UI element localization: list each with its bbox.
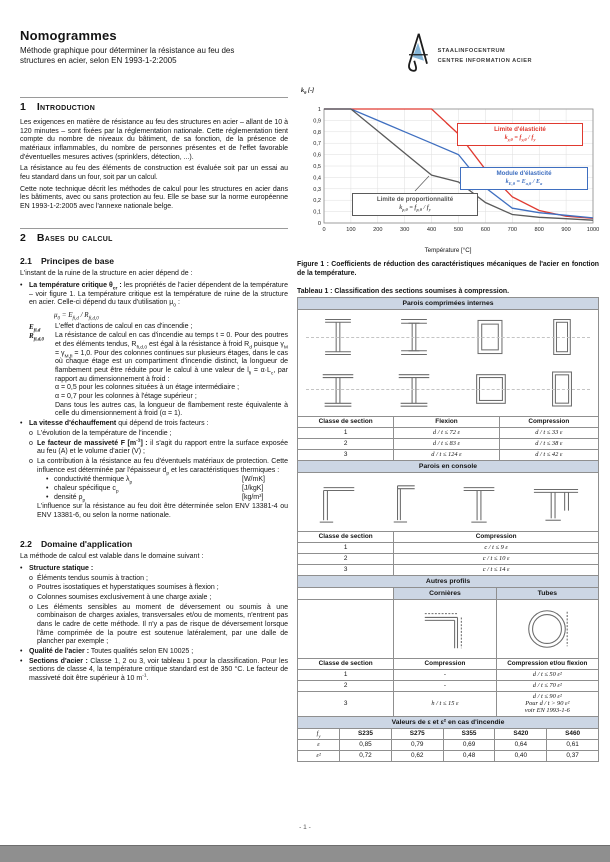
table-band-header: Autres profils [298, 575, 599, 587]
sub-bullet-columns [20, 594, 288, 603]
limit-cell: d / t ≤ 38 ε [499, 438, 598, 449]
legend-formula: $k_{y,\theta} = f_{y,\theta} / f_y$ [504, 134, 536, 143]
profile-drawings-row-1 [300, 313, 596, 361]
steel-grade-cell: S235 [340, 728, 392, 739]
limit-cell: d / t ≤ 42 ε [499, 449, 598, 460]
table-row [298, 669, 599, 680]
table-1-caption: Tableau 1 : Classification des sections soumises à compression. [297, 287, 510, 295]
definition-closing: Dans tous les autres cas, la longueur de flambement reste équivalente à celle du dimensionnement à froid (α = 1). [55, 401, 288, 418]
page-title: Nomogrammes [20, 28, 117, 43]
bullet-marker: • [20, 657, 23, 665]
tube-drawing [499, 604, 596, 654]
svg-text:0,1: 0,1 [313, 209, 321, 216]
bullet-marker: • [20, 647, 23, 655]
legend-proportional-limit [352, 193, 478, 216]
intro-paragraph-1: Les exigences en matière de résistance au feu des structures en acier – allant de 10 à 120 minutes – sont fixées par la réglementation nationale. Cette réglementation tient compte du nombre de niveaux du bâtiment, de sa fonction, de la présence de matériaux inflammables, du nombre de personnes présentes et de l'effet favorable d'éventuelles mesures actives (sprinklers, détection, ...). [20, 119, 288, 161]
class-cell: 1 [298, 669, 394, 680]
column-header: Flexion [394, 416, 499, 427]
section-2-2-number: 2.2 [20, 538, 32, 549]
sub-bullet-protection [20, 458, 288, 475]
left-column [20, 81, 288, 685]
page-subtitle: Méthode graphique pour déterminer la résistance au feu des structures en acier, selon EN 1993-1-2:2005 [20, 46, 235, 66]
limit-cell: d / t ≤ 90 ε² Pour d / t > 90 ε² voir EN 1993-1-6 [496, 691, 598, 716]
column-header: Compression et/ou flexion [496, 658, 598, 669]
sub-bullet-lateral-torsional [20, 604, 288, 647]
definition-text: La résistance de calcul en cas d'incendie au temps t = 0. Pour des poutres et des éléments tendus, $R_{fi,d,0}$ est égal à la résistance à froid $R_d$ puisque $\gamma_M = \gamma_{M,fi} = 1,0$. Pour des colonnes continues sur plusieurs étages, dans le cas où chaque étage est un compartiment d'incendie distinct, la longueur de flambement peut être réduite pour le calcul à une valeur de $l_{fi} = \alpha\cdot L_c$, par rapport au dimensionnement à froid : [55, 332, 289, 383]
property-density [20, 494, 288, 503]
definition-term: $R_{fi,d,0}$ [29, 332, 44, 343]
outstand-tee-icon [456, 478, 502, 526]
alpha-case-1: α = 0,5 pour les colonnes situées à un étage intermédiaire ; [55, 384, 240, 392]
angle-drawing [396, 604, 493, 654]
svg-text:100: 100 [346, 227, 356, 233]
alpha-case-2: α = 0,7 pour les colonnes à l'étage supérieur ; [55, 393, 197, 401]
table-row [298, 449, 599, 460]
steel-grade-cell: S460 [547, 728, 599, 739]
sub-bullet-text: Colonnes soumises exclusivement à une charge axiale ; [37, 593, 212, 601]
definition-rfid0 [20, 332, 288, 419]
column-header: Compression [394, 658, 496, 669]
table-row [298, 750, 599, 761]
row-label: ε [298, 739, 340, 750]
column-header: Compression [499, 416, 598, 427]
svg-text:0,2: 0,2 [313, 198, 321, 205]
property-conductivity [20, 476, 288, 485]
column-header: Classe de section [298, 531, 394, 542]
tube-profile-icon [522, 604, 572, 654]
svg-text:800: 800 [534, 227, 544, 233]
column-header: Classe de section [298, 658, 394, 669]
value-cell: 0,37 [547, 750, 599, 761]
bullet-heating-rate [20, 420, 288, 429]
table-epsilon-values [297, 716, 599, 762]
bullet-marker: o [29, 457, 33, 465]
limit-cell: d / t ≤ 83 ε [394, 438, 499, 449]
table-row [298, 564, 599, 575]
limit-cell: d / t ≤ 33 ε [499, 427, 598, 438]
bullet-marker: o [29, 584, 33, 592]
property-unit: [W/mK] [242, 476, 265, 484]
svg-text:200: 200 [373, 227, 383, 233]
bullet-static-structure [20, 565, 288, 574]
bullet-marker: o [29, 593, 33, 601]
svg-text:0: 0 [317, 221, 321, 227]
neutral-axis-line [306, 337, 590, 338]
chart-y-axis-label: $k_\theta$ [-] [301, 87, 315, 96]
bullet-marker: • [46, 493, 49, 501]
limit-cell: d / t ≤ 72 ε [394, 427, 499, 438]
sub-bullet-text: il s'agit du rapport entre la surface exposée au feu (A) et le volume d'acier (V) ; [37, 439, 288, 456]
class-cell: 3 [298, 449, 394, 460]
svg-text:300: 300 [400, 227, 410, 233]
svg-text:0,7: 0,7 [313, 141, 321, 148]
bullet-steel-quality [20, 648, 288, 657]
bullet-lead: Sections d'acier : [29, 657, 88, 665]
organization-logo [403, 32, 532, 81]
s21-intro: L'instant de la ruine de la structure en acier dépend de : [20, 270, 193, 278]
figure-1-chart [297, 87, 599, 254]
right-column [297, 81, 599, 762]
table-band-header: Parois comprimées internes [298, 297, 599, 309]
svg-text:0,8: 0,8 [313, 129, 321, 136]
svg-text:0: 0 [322, 227, 326, 233]
legend-name: Limite de proportionnalité [376, 196, 454, 203]
legend-formula: $k_{E,\theta} = E_{a,\theta} / E_a$ [505, 178, 543, 187]
outstand-double-tee-icon [530, 478, 582, 526]
limit-cell: c / t ≤ 14 ε [394, 564, 599, 575]
limit-cell: c / t ≤ 9 ε [394, 542, 599, 553]
definition-term: $E_{fi,d}$ [29, 322, 41, 334]
sub-bullet-text: Éléments tendus soumis à traction ; [37, 574, 148, 582]
bullet-text: les propriétés de l'acier dépendent de la température – voir figure 1. La température critique est la température de ruine de la structure en acier. Celle-ci dépend du taux d'utilisation $\mu_0$ : [29, 282, 288, 309]
section-2-title: Bases du calcul [36, 231, 113, 244]
chart-x-axis-label: Température [°C] [424, 247, 472, 254]
legend-name: Module d'élasticité [496, 170, 552, 177]
legend-elastic-modulus [460, 167, 588, 190]
definition-efid [20, 323, 288, 332]
table-row [298, 728, 599, 739]
svg-text:500: 500 [453, 227, 464, 233]
steel-info-centre-logo-icon [403, 32, 433, 81]
class-cell: 3 [298, 691, 394, 716]
bullet-text: Classe 1, 2 ou 3, voir tableau 1 pour la classification. Pour les sections de classe 4, la température critique standard est de 350 °C. Le facteur de massiveté doit être supérieur à 10 $m^{-1}$. [29, 657, 288, 682]
outstand-half-flange-icon [314, 478, 360, 526]
bullet-text: qui dépend de trois facteurs : [116, 420, 209, 428]
intro-paragraph-2: La résistance au feu des éléments de construction est évaluée soit par un essai au feu standard dans un four, soit par un calcul. [20, 165, 288, 182]
section-2-heading [20, 228, 288, 245]
section-2-1-heading [20, 256, 288, 267]
bullet-marker: o [29, 429, 33, 437]
value-cell: 0,40 [495, 750, 547, 761]
svg-text:0,3: 0,3 [313, 186, 321, 193]
value-cell: 0,79 [391, 739, 443, 750]
legend-formula: $k_{p,\theta} = f_{p,\theta} / f_y$ [399, 204, 431, 213]
logo-line1: STAALINFOCENTRUM [437, 48, 506, 54]
logo-text [438, 47, 532, 66]
bullet-marker: o [29, 439, 33, 447]
svg-text:700: 700 [507, 227, 517, 233]
neutral-axis-line [306, 389, 590, 390]
property-label: chaleur spécifique $c_p$ [54, 484, 119, 495]
bullet-marker: • [20, 564, 23, 572]
logo-line2: CENTRE INFORMATION ACIER [437, 57, 532, 64]
property-label: densité $\rho_p$ [54, 493, 86, 503]
section-1-title: Introduction [36, 101, 96, 113]
utilisation-factor-formula: $\mu_0 = E_{fi,d} / R_{fi,d,0}$ [54, 311, 99, 322]
class-cell: 2 [298, 553, 394, 564]
value-cell: 0,61 [547, 739, 599, 750]
angle-profile-icon [419, 604, 471, 654]
steel-grade-cell: S275 [391, 728, 443, 739]
sub-bullet-tension [20, 575, 288, 584]
bullet-text: Toutes qualités selon EN 10025 ; [89, 647, 194, 655]
section-2-2-title: Domaine d'application [40, 538, 133, 549]
svg-text:1: 1 [317, 107, 321, 113]
steel-grade-cell: S420 [495, 728, 547, 739]
value-cell: 0,48 [443, 750, 495, 761]
class-cell: 1 [298, 542, 394, 553]
table-row [298, 739, 599, 750]
table-row [298, 427, 599, 438]
profile-drawings-row-2 [300, 365, 596, 413]
column-header: Cornières [394, 587, 496, 599]
section-2-1-number: 2.1 [20, 255, 32, 266]
limit-cell: - [394, 669, 496, 680]
limit-cell: h / t ≤ 15 ε [394, 691, 496, 716]
steel-grade-cell: S355 [443, 728, 495, 739]
sub-bullet-text: L'évolution de la température de l'incendie ; [37, 429, 172, 437]
outstand-drawings-row [300, 476, 596, 528]
legend-yield-strength [457, 123, 583, 146]
svg-text:600: 600 [480, 227, 491, 233]
value-cell: 0,69 [443, 739, 495, 750]
column-header: Classe de section [298, 416, 394, 427]
limit-cell: c / t ≤ 10 ε [394, 553, 599, 564]
title-block [20, 28, 268, 67]
bullet-marker: • [46, 476, 49, 484]
bullet-marker: • [20, 282, 23, 290]
intro-paragraph-3: Cette note technique décrit les méthodes de calcul pour les structures en acier dans les bâtiments, avec ou sans protection au feu. Elle se base sur la norme européenne EN 1993-1-2:2005 avec l'annexe nationale belge. [20, 185, 288, 211]
sub-bullet-text: Les éléments sensibles au moment de déversement ou soumis à une combinaison de charges axiales, transversales et/ou de moments, n'entrent pas dans le cadre de cette méthode. Il n'y a pas de risque de déversement lorsque l'âme comprimée de la poutre est soutenue latéralement, par une dalle de plancher par exemple ; [37, 603, 288, 646]
bullet-marker: o [29, 603, 33, 611]
table-band-header: Parois en console [298, 460, 599, 472]
limit-cell: - [394, 680, 496, 691]
svg-text:400: 400 [426, 227, 437, 233]
svg-text:0,9: 0,9 [313, 118, 321, 125]
property-specific-heat [20, 485, 288, 494]
column-header: Tubes [496, 587, 598, 599]
row-label: ε² [298, 750, 340, 761]
bullet-critical-temperature [20, 282, 288, 308]
table-row [298, 691, 599, 716]
value-cell: 0,85 [340, 739, 392, 750]
value-cell: 0,64 [495, 739, 547, 750]
table-outstand-walls [297, 460, 599, 576]
bullet-marker: • [20, 420, 23, 428]
bullet-lead: La température critique $\theta_{cr}$ : [29, 282, 122, 292]
sub-bullet-fire-temperature [20, 430, 288, 439]
s22-intro: La méthode de calcul est valable dans le domaine suivant : [20, 553, 204, 561]
class-cell: 2 [298, 680, 394, 691]
content-columns [0, 81, 610, 762]
table-row [298, 553, 599, 564]
bullet-marker: • [46, 484, 49, 492]
svg-text:0,6: 0,6 [313, 152, 321, 159]
bullet-lead: La vitesse d'échauffement [29, 420, 117, 428]
section-2-1-title: Principes de base [40, 255, 115, 266]
bullet-lead: Structure statique : [29, 564, 94, 572]
table-row [298, 542, 599, 553]
value-cell: 0,72 [340, 750, 392, 761]
limit-cell: d / t ≤ 70 ε² [496, 680, 598, 691]
class-cell: 2 [298, 438, 394, 449]
table-other-profiles [297, 575, 599, 717]
sub-bullet-text: La contribution à la résistance au feu d'éventuels matériaux de protection. Cette influence est déterminée par l'épaisseur $d_p$ et les caractéristiques thermiques : [37, 457, 288, 476]
limit-cell: d / t ≤ 50 ε² [496, 669, 598, 680]
svg-text:1000: 1000 [586, 227, 599, 233]
svg-text:0,5: 0,5 [313, 164, 321, 170]
page-header [0, 0, 610, 81]
table-band-header: Valeurs de ε et ε² en cas d'incendie [298, 716, 599, 728]
env-standards-note: L'influence sur la résistance au feu doit être déterminée selon ENV 13381-4 ou ENV 13381-6, ou selon la norme nationale. [37, 503, 288, 519]
table-row [298, 438, 599, 449]
section-1-number: 1 [20, 101, 26, 113]
section-2-2-heading [20, 539, 288, 550]
class-cell: 3 [298, 564, 394, 575]
definition-text: L'effet d'actions de calcul en cas d'incendie ; [55, 322, 193, 330]
row-label: $f_y$ [298, 728, 340, 739]
outstand-angle-up-icon [388, 478, 428, 526]
page-number: - 1 - [299, 824, 311, 831]
legend-name: Limite d'élasticité [494, 126, 546, 133]
figure-1-caption: Figure 1 : Coefficients de réduction des caractéristiques mécaniques de l'acier en fonction de la température. [297, 261, 599, 277]
property-label: conductivité thermique $\lambda_p$ [54, 476, 133, 486]
bullet-steel-sections [20, 658, 288, 684]
sub-bullet-lead: Le facteur de massiveté F $[m^{-1}]$ : [37, 438, 148, 447]
section-2-number: 2 [20, 231, 26, 244]
table-row [298, 680, 599, 691]
value-cell: 0,62 [391, 750, 443, 761]
svg-text:900: 900 [561, 227, 571, 233]
property-unit: [kg/m³] [242, 493, 264, 501]
sub-bullet-beams [20, 584, 288, 593]
bullet-marker: o [29, 574, 33, 582]
section-1-heading [20, 97, 288, 114]
bullet-lead: Qualité de l'acier : [29, 647, 90, 655]
limit-cell: d / t ≤ 124 ε [394, 449, 499, 460]
property-unit: [J/kgK] [242, 484, 264, 492]
svg-text:0,4: 0,4 [313, 175, 321, 182]
class-cell: 1 [298, 427, 394, 438]
column-header: Compression [394, 531, 599, 542]
sub-bullet-text: Poutres isostatiques et hyperstatiques soumises à flexion ; [37, 584, 219, 592]
sub-bullet-section-factor [20, 440, 288, 457]
table-internal-walls [297, 297, 599, 461]
